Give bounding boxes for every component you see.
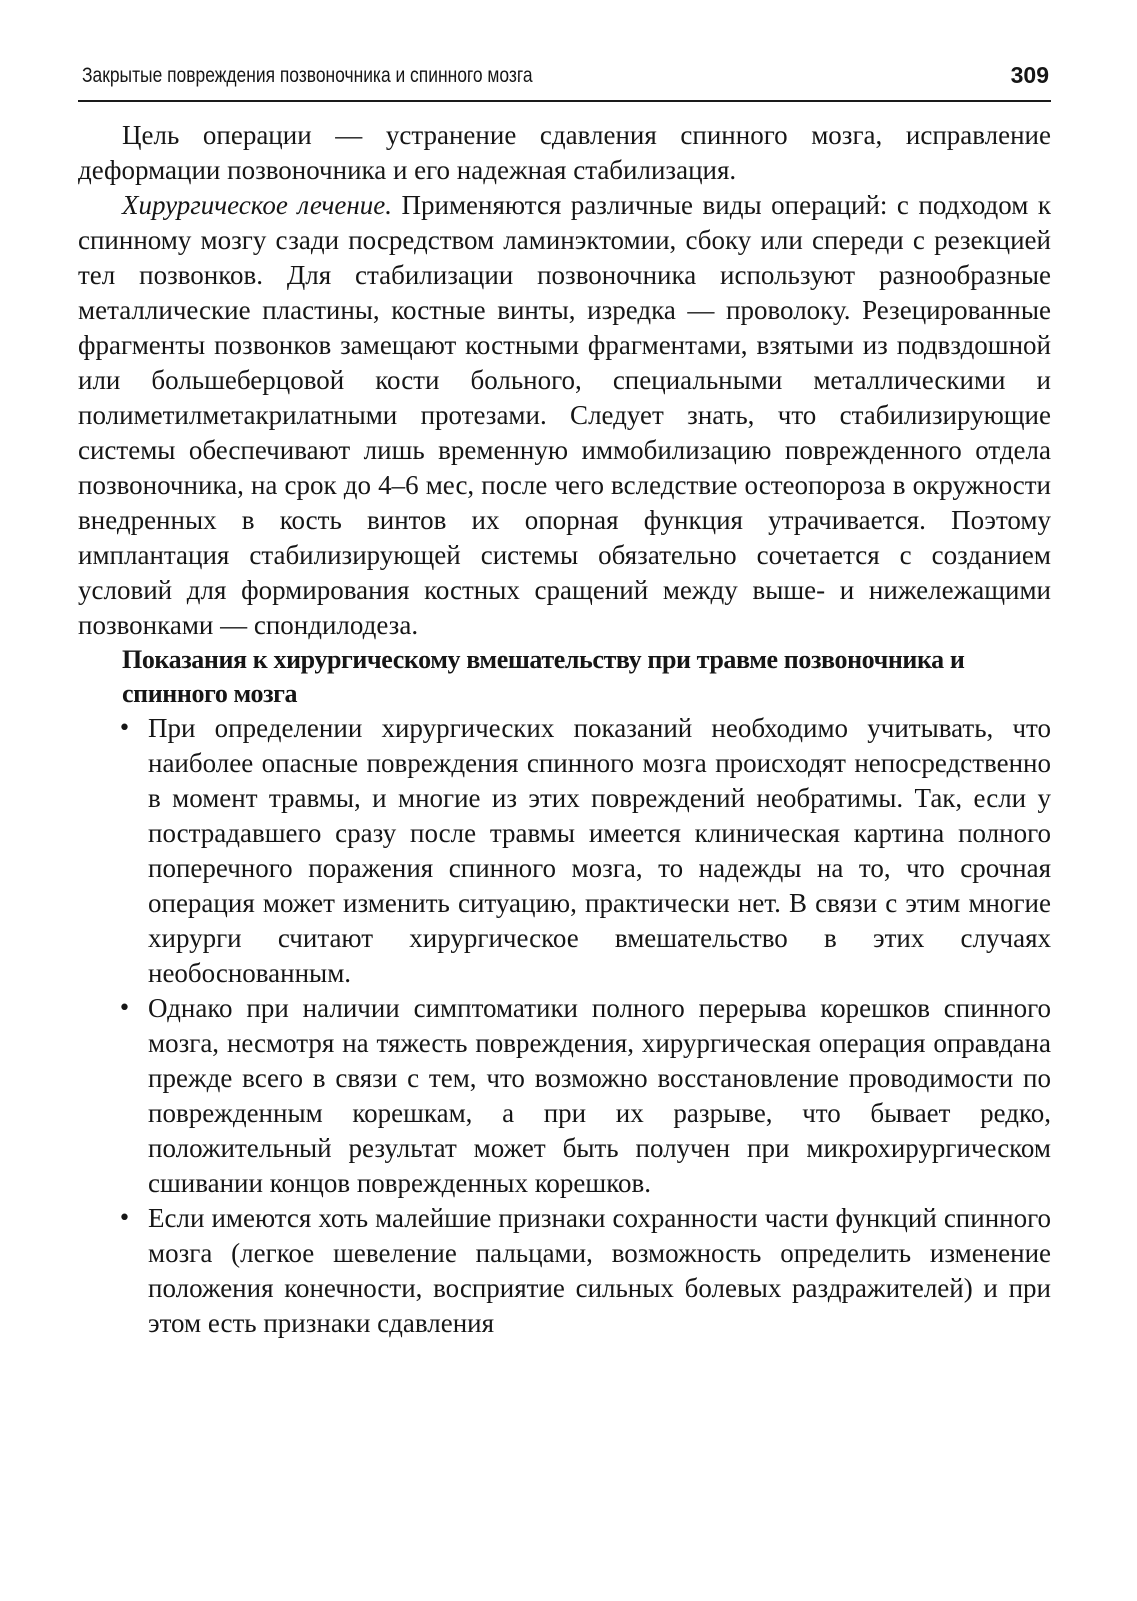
bullet-icon: •: [118, 996, 131, 1021]
page-number: 309: [1010, 62, 1049, 88]
list-item: [78, 1201, 1051, 1341]
run-in-heading: Хирургическое лечение.: [122, 190, 392, 220]
list-item-text: Если имеются хоть малейшие признаки сохранности части функций спинного мозга (легкое шевеление пальцами, возможность определить изменение положения конечности, восприятие сильных болевых раздражителей) и при этом есть признаки сдавления: [148, 1203, 1051, 1338]
paragraph-surgical-treatment-text: Применяются различные виды операций: с подходом к спинному мозгу сзади посредством ламинэктомии, сбоку или спереди с резекцией тел позвонков. Для стабилизации позвоночника используют разнообразные металлические пластины, костные винты, изредка — проволоку. Резецированные фрагменты позвонков замещают костными фрагментами, взятыми из подвздошной или большеберцовой кости больного, специальными металлическими и полиметилметакрилатными протезами. Следует знать, что стабилизирующие системы обеспечивают лишь временную иммобилизацию поврежденного отдела позвоночника, на срок до 4–6 мес, после чего вследствие остеопороза в окружности внедренных в кость винтов их опорная функция утрачивается. Поэтому имплантация стабилизирующей системы обязательно сочетается с созданием условий для формирования костных сращений между выше- и нижележащими позвонками — спондилодеза.: [78, 190, 1052, 640]
list-item-text: Однако при наличии симптоматики полного перерыва корешков спинного мозга, несмотря на тяжесть повреждения, хирургическая операция оправдана прежде всего в связи с тем, что возможно восстановление проводимости по поврежденным корешкам, а при их разрыве, что бывает редко, положительный результат может быть получен при микрохирургическом сшивании концов поврежденных корешков.: [148, 993, 1051, 1198]
list-item: [78, 711, 1051, 991]
bullet-icon: •: [118, 1206, 131, 1231]
paragraph-surgical-treatment: [78, 188, 1051, 643]
running-title: Закрытые повреждения позвоночника и спинного мозга: [82, 64, 533, 87]
bullet-icon: •: [118, 716, 131, 741]
list-item-text: При определении хирургических показаний необходимо учитывать, что наиболее опасные повреждения спинного мозга происходят непосредственно в момент травмы, и многие из этих повреждений необратимы. Так, если у пострадавшего сразу после травмы имеется клиническая картина полного поперечного поражения спинного мозга, то надежды на то, что срочная операция может изменить ситуацию, практически нет. В связи с этим многие хирурги считают хирургическое вмешательство в этих случаях необоснованным.: [148, 713, 1051, 988]
list-item: [78, 991, 1051, 1201]
section-heading: Показания к хирургическому вмешательству при травме позвоночника и спинного мозга: [122, 645, 965, 708]
running-header: [78, 60, 1051, 102]
body-text: [78, 118, 1051, 1341]
indications-list: [78, 711, 1051, 1341]
paragraph-operation-goal: Цель операции — устранение сдавления спинного мозга, исправление деформации позвоночника и его надежная стабилизация.: [78, 120, 1051, 185]
